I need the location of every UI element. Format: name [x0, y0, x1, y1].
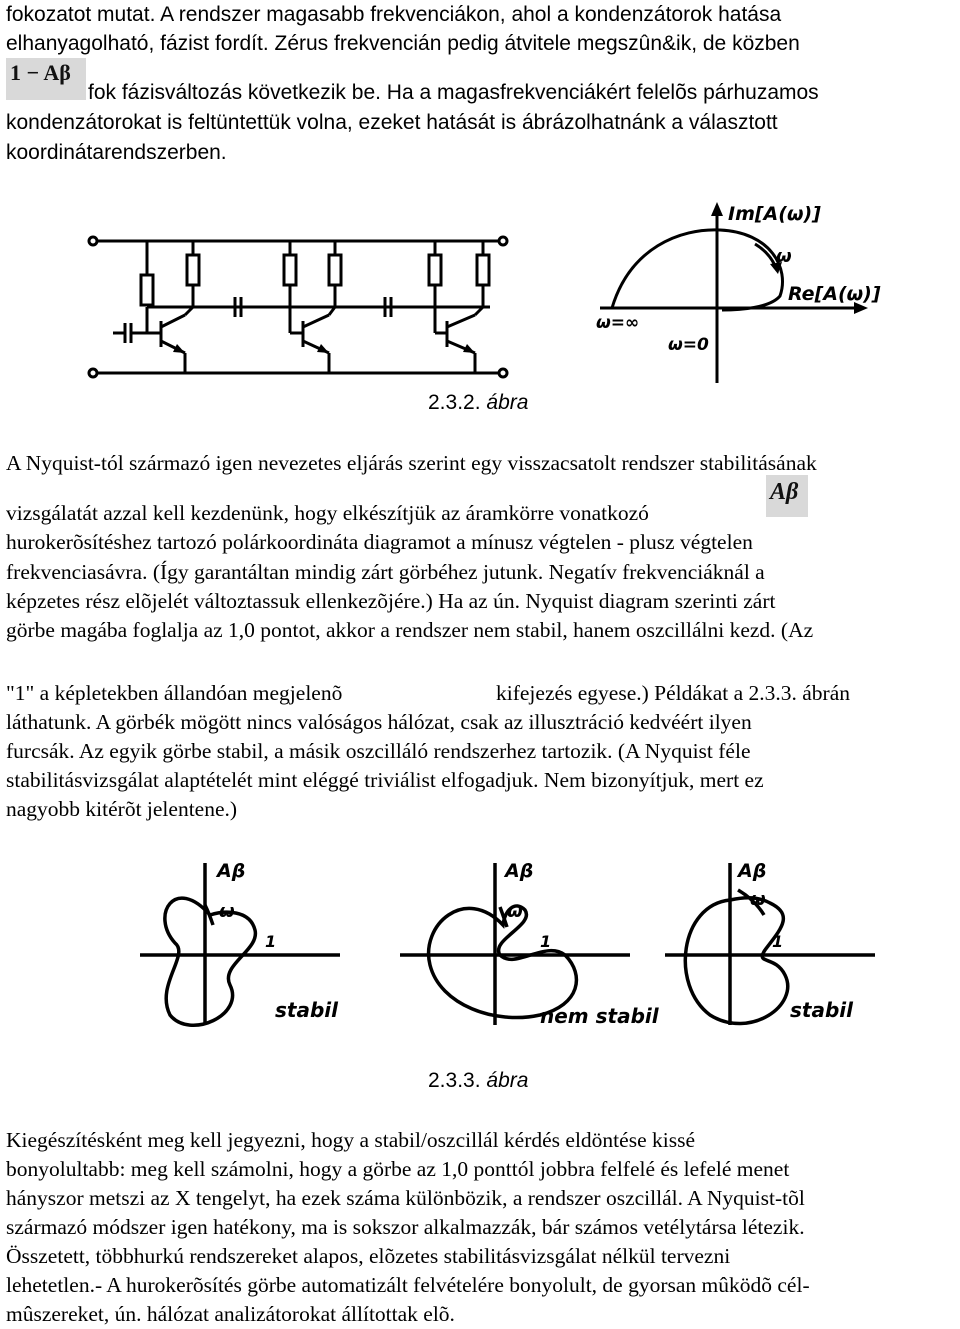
figure-caption — [428, 391, 528, 415]
ab-label: Aβ — [505, 860, 534, 882]
omega-label: ω — [750, 889, 766, 910]
paragraph-line: elhanyagolható, fázist fordít. Zérus frekvencián pedig átvitele megszûn&ik, de közben — [6, 32, 800, 55]
paragraph-line: koordinátarendszerben. — [6, 141, 227, 164]
omega-label: ω — [776, 246, 792, 267]
paragraph-line: képzetes rész elõjelét változtassuk ellenkezõjére.) Ha az ún. Nyquist diagram szerinti zárt — [6, 589, 776, 613]
formula-text: 1 − Aβ — [10, 60, 71, 85]
ab-label: Aβ — [738, 860, 767, 882]
nyquist-plot-stable-2 — [660, 855, 880, 1055]
imaginary-axis-label: Im[A(ω)] — [728, 203, 821, 225]
paragraph-line: görbe magába foglalja az 1,0 pontot, akkor a rendszer nem stabil, hanem oszcillálni kezd. (Az — [6, 618, 814, 642]
real-axis-label: Re[A(ω)] — [788, 283, 881, 305]
caption-number: 2.3.2. — [428, 391, 481, 414]
stable-label: stabil — [275, 998, 338, 1022]
paragraph-line: fok fázisváltozás következik be. Ha a magasfrekvenciákért felelõs párhuzamos — [88, 81, 819, 104]
point-one-label: 1 — [540, 932, 552, 951]
paragraph-line: Összetett, többhurkú rendszereket alapos, elõzetes stabilitásvizsgálat nélkül tervezni — [6, 1244, 731, 1268]
formula-image — [6, 58, 86, 100]
frequency-response-curve — [612, 230, 783, 310]
paragraph-line: A Nyquist-tól származó igen nevezetes eljárás szerint egy visszacsatolt rendszer stabilitásának — [6, 451, 817, 475]
stable-label: stabil — [790, 998, 853, 1022]
paragraph-line: lehetetlen.- A hurokerõsítés görbe automatizált felvételére bonyolult, de gyorsan mûködõ cél- — [6, 1273, 810, 1297]
point-one-label: 1 — [265, 932, 277, 951]
paragraph-line: láthatunk. A görbék mögött nincs valóságos hálózat, csak az illusztráció kedvéért ilyen — [6, 710, 752, 734]
omega-zero-label: ω=0 — [668, 335, 709, 355]
nyquist-plot-stable-1 — [135, 855, 345, 1055]
amplifier-circuit-diagram — [85, 225, 515, 385]
figure-caption — [428, 1069, 528, 1093]
formula-text: Aβ — [770, 479, 799, 505]
paragraph-line: nagyobb kitérõt jelentene.) — [6, 797, 238, 821]
ab-label: Aβ — [217, 860, 246, 882]
formula-image — [766, 475, 808, 517]
unstable-label: nem stabil — [540, 1004, 659, 1028]
paragraph-line: hányszor metszi az X tengelyt, ha ezek száma különbözik, a rendszer oszcillál. A Nyquist-tõl — [6, 1186, 805, 1210]
paragraph-line: stabilitásvizsgálat alaptételét mint eléggé triviálist elfogadjuk. Nem bizonyítjuk, mert ez — [6, 768, 764, 792]
paragraph-line: frekvenciasávra. (Így garantáltan mindig zárt görbéhez jutunk. Negatív frekvenciáknál a — [6, 560, 765, 584]
caption-number: 2.3.3. — [428, 1069, 481, 1092]
omega-infinity-label: ω=∞ — [596, 313, 640, 333]
paragraph-line: kondenzátorokat is feltüntettük volna, ezeket hatását is ábrázolhatnánk a választott — [6, 111, 778, 134]
omega-label: ω — [507, 901, 523, 922]
paragraph-line: hurokerõsítéshez tartozó polárkoordináta diagramot a mínusz végtelen - plusz végtelen — [6, 530, 753, 554]
point-one-label: 1 — [772, 932, 784, 951]
polar-frequency-plot — [590, 198, 890, 388]
caption-word: ábra — [486, 391, 529, 414]
caption-word: ábra — [486, 1069, 529, 1092]
paragraph-line: bonyolultabb: meg kell számolni, hogy a görbe az 1,0 ponttól jobbra felfelé és lefelé menet — [6, 1157, 790, 1181]
paragraph-line: furcsák. Az egyik görbe stabil, a másik oszcilláló rendszerhez tartozik. (A Nyquist féle — [6, 739, 751, 763]
paragraph-line: fokozatot mutat. A rendszer magasabb frekvenciákon, ahol a kondenzátorok hatása — [6, 3, 782, 26]
paragraph-line: mûszereket, ún. hálózat analizátorokat állítottak elõ. — [6, 1302, 455, 1326]
paragraph-line: kifejezés egyese.) Példákat a 2.3.3. ábrán — [496, 681, 850, 705]
paragraph-line: származó módszer igen hatékony, ma is sokszor alkalmazzák, bár számos vetélytársa létezik. — [6, 1215, 805, 1239]
paragraph-line: "1" a képletekben állandóan megjelenõ — [6, 681, 343, 705]
nyquist-plot-unstable — [395, 855, 659, 1055]
omega-label: ω — [219, 901, 235, 922]
paragraph-line: vizsgálatát azzal kell kezdenünk, hogy elkészítjük az áramkörre vonatkozó — [6, 501, 649, 525]
paragraph-line: Kiegészítésként meg kell jegyezni, hogy a stabil/oszcillál kérdés eldöntése kissé — [6, 1128, 695, 1152]
